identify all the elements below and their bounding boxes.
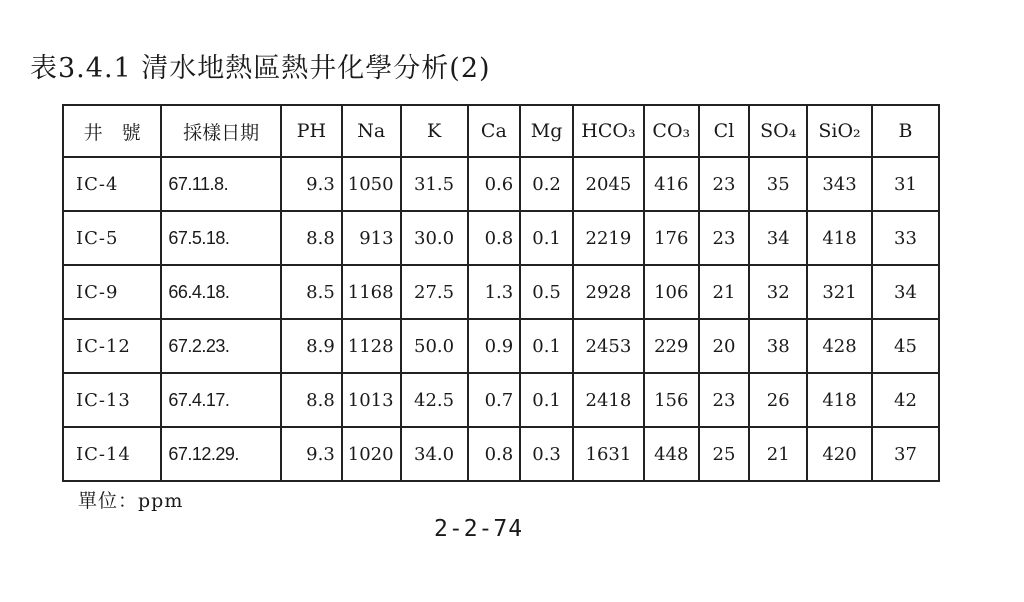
value-cell: 229 <box>644 319 699 373</box>
value-cell: 34 <box>872 265 939 319</box>
column-header: CO₃ <box>644 105 699 157</box>
value-cell: 38 <box>749 319 807 373</box>
value-cell: 1168 <box>342 265 401 319</box>
page-number: 2-2-74 <box>434 516 524 542</box>
value-cell: 9.3 <box>281 157 342 211</box>
value-cell: 21 <box>749 427 807 481</box>
value-cell: 156 <box>644 373 699 427</box>
well-id-cell: IC-13 <box>63 373 161 427</box>
value-cell: 42 <box>872 373 939 427</box>
value-cell: 913 <box>342 211 401 265</box>
value-cell: 2045 <box>573 157 644 211</box>
value-cell: 1.3 <box>468 265 521 319</box>
table-row <box>63 373 939 427</box>
well-id-cell: IC-4 <box>63 157 161 211</box>
sample-date-cell: 67.11.8. <box>161 157 281 211</box>
sample-date-cell: 67.4.17. <box>161 373 281 427</box>
value-cell: 2418 <box>573 373 644 427</box>
sample-date-cell: 66.4.18. <box>161 265 281 319</box>
column-header: K <box>401 105 468 157</box>
value-cell: 32 <box>749 265 807 319</box>
column-header: PH <box>281 105 342 157</box>
value-cell: 106 <box>644 265 699 319</box>
value-cell: 416 <box>644 157 699 211</box>
column-header: SiO₂ <box>807 105 872 157</box>
value-cell: 1013 <box>342 373 401 427</box>
value-cell: 9.3 <box>281 427 342 481</box>
value-cell: 1050 <box>342 157 401 211</box>
value-cell: 34 <box>749 211 807 265</box>
value-cell: 418 <box>807 211 872 265</box>
value-cell: 343 <box>807 157 872 211</box>
value-cell: 20 <box>699 319 750 373</box>
value-cell: 0.3 <box>520 427 573 481</box>
table-body <box>63 157 939 481</box>
column-header: 採樣日期 <box>161 105 281 157</box>
value-cell: 176 <box>644 211 699 265</box>
sample-date-cell: 67.2.23. <box>161 319 281 373</box>
value-cell: 418 <box>807 373 872 427</box>
value-cell: 0.1 <box>520 319 573 373</box>
value-cell: 448 <box>644 427 699 481</box>
value-cell: 37 <box>872 427 939 481</box>
value-cell: 428 <box>807 319 872 373</box>
well-id-cell: IC-12 <box>63 319 161 373</box>
table-row <box>63 265 939 319</box>
column-header: SO₄ <box>749 105 807 157</box>
value-cell: 34.0 <box>401 427 468 481</box>
value-cell: 35 <box>749 157 807 211</box>
value-cell: 0.5 <box>520 265 573 319</box>
header-row <box>63 105 939 157</box>
column-header: Cl <box>699 105 750 157</box>
value-cell: 0.7 <box>468 373 521 427</box>
well-id-cell: IC-9 <box>63 265 161 319</box>
column-header: 井 號 <box>63 105 161 157</box>
value-cell: 1631 <box>573 427 644 481</box>
value-cell: 30.0 <box>401 211 468 265</box>
value-cell: 0.9 <box>468 319 521 373</box>
value-cell: 0.2 <box>520 157 573 211</box>
table-row <box>63 319 939 373</box>
sample-date-cell: 67.5.18. <box>161 211 281 265</box>
value-cell: 0.8 <box>468 211 521 265</box>
column-header: Ca <box>468 105 521 157</box>
column-header: HCO₃ <box>573 105 644 157</box>
value-cell: 1020 <box>342 427 401 481</box>
value-cell: 0.6 <box>468 157 521 211</box>
value-cell: 23 <box>699 373 750 427</box>
value-cell: 8.5 <box>281 265 342 319</box>
value-cell: 420 <box>807 427 872 481</box>
value-cell: 42.5 <box>401 373 468 427</box>
value-cell: 21 <box>699 265 750 319</box>
well-id-cell: IC-14 <box>63 427 161 481</box>
value-cell: 23 <box>699 157 750 211</box>
value-cell: 1128 <box>342 319 401 373</box>
value-cell: 0.8 <box>468 427 521 481</box>
value-cell: 0.1 <box>520 211 573 265</box>
value-cell: 8.8 <box>281 373 342 427</box>
value-cell: 321 <box>807 265 872 319</box>
value-cell: 33 <box>872 211 939 265</box>
value-cell: 23 <box>699 211 750 265</box>
table-row <box>63 157 939 211</box>
value-cell: 31.5 <box>401 157 468 211</box>
value-cell: 31 <box>872 157 939 211</box>
sample-date-cell: 67.12.29. <box>161 427 281 481</box>
value-cell: 2453 <box>573 319 644 373</box>
table-title: 表3.4.1 清水地熱區熱井化學分析(2) <box>30 53 491 84</box>
value-cell: 2219 <box>573 211 644 265</box>
column-header: Mg <box>520 105 573 157</box>
table-row <box>63 427 939 481</box>
column-header: B <box>872 105 939 157</box>
value-cell: 26 <box>749 373 807 427</box>
value-cell: 27.5 <box>401 265 468 319</box>
column-header: Na <box>342 105 401 157</box>
value-cell: 2928 <box>573 265 644 319</box>
chemical-analysis-table <box>62 104 940 482</box>
table-row <box>63 211 939 265</box>
well-id-cell: IC-5 <box>63 211 161 265</box>
unit-note: 單位：ppm <box>78 490 184 512</box>
value-cell: 8.8 <box>281 211 342 265</box>
value-cell: 25 <box>699 427 750 481</box>
value-cell: 8.9 <box>281 319 342 373</box>
value-cell: 45 <box>872 319 939 373</box>
value-cell: 50.0 <box>401 319 468 373</box>
value-cell: 0.1 <box>520 373 573 427</box>
